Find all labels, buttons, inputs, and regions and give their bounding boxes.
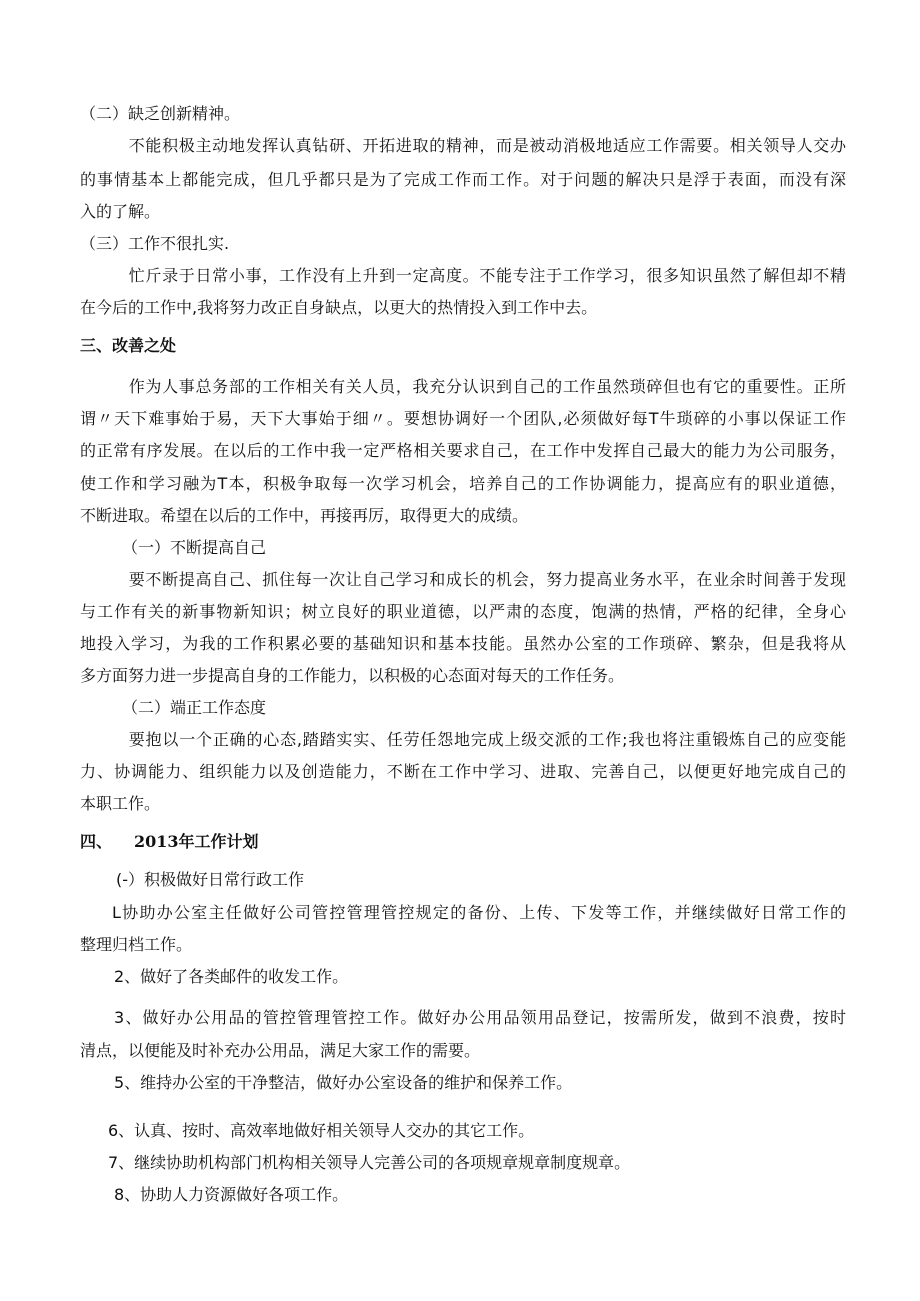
plan-item: 5、维持办公室的干净整洁，做好办公室设备的维护和保养工作。 <box>114 1073 573 1092</box>
section-title-plan: 2013年工作计划 <box>134 832 259 851</box>
paragraph-line: 使工作和学习融为Τ本，积极争取每一次学习机会，培养自己的工作协调能力，提高应有的职业道德， <box>80 474 846 493</box>
plan-item: L协助办公室主任做好公司管控管理管控规定的备份、上传、下发等工作，并继续做好日常工作的 <box>112 903 846 922</box>
plan-item: 3、做好办公用品的管控管理管控工作。做好办公用品领用品登记，按需所发，做到不浪费，按时 <box>114 1008 846 1027</box>
paragraph-line: 忙斤录于日常小事，工作没有上升到一定高度。不能专注于工作学习，很多知识虽然了解但却不精 <box>128 266 846 285</box>
paragraph-line: 与工作有关的新事物新知识；树立良好的职业道德，以严肃的态度，饱满的热情，严格的纪律，全身心 <box>80 602 846 621</box>
paragraph-line: 本职工作。 <box>80 794 161 813</box>
paragraph-line: 的正常有序发展。在以后的工作中我一定严格相关要求自己，在工作中发挥自己最大的能力为公司服务， <box>80 441 846 460</box>
paragraph-line: 作为人事总务部的工作相关有关人员，我充分认识到自己的工作虽然琐碎但也有它的重要性。正所 <box>128 377 846 396</box>
plan-item: 6、认真、按时、高效率地做好相关领导人交办的其它工作。 <box>108 1121 535 1140</box>
subheading-attitude: （二）端正工作态度 <box>122 698 267 717</box>
paragraph-line: 入的了解。 <box>80 202 161 221</box>
paragraph-line: 要抱以一个正确的心态,踏踏实实、任劳任怨地完成上级交派的工作;我也将注重锻炼自己的应变能 <box>128 730 846 749</box>
paragraph-line: 谓〃天下难事始于易，天下大事始于细〃。要想协调好一个团队,必须做好每Τ牛琐碎的小事以保证工作 <box>80 409 846 428</box>
paragraph-line: 地投入学习，为我的工作积累必要的基础知识和基本技能。虽然办公室的工作琐碎、繁杂，但是我将从 <box>80 634 846 653</box>
plan-item: 8、协助人力资源做好各项工作。 <box>114 1185 349 1204</box>
section-number-plan: 四、 <box>80 832 113 851</box>
section-title-improvement: 三、改善之处 <box>80 336 177 355</box>
paragraph-line: 要不断提高自己、抓住每一次让自己学习和成长的机会，努力提高业务水平，在业余时间善于发现 <box>128 570 846 589</box>
paragraph-line: 的事情基本上都能完成，但几乎都只是为了完成工作而工作。对于问题的解决只是浮于表面，而没有深 <box>80 170 846 189</box>
subheading-improve-self: （一）不断提高自己 <box>122 538 267 557</box>
plan-item: 整理归档工作。 <box>80 935 193 954</box>
heading-lack-innovation: （二）缺乏创新精神。 <box>80 104 241 123</box>
paragraph-line: 不能积极主动地发挥认真钻研、开拓进取的精神，而是被动消极地适应工作需要。相关领导人交办 <box>128 136 846 155</box>
plan-item: 2、做好了各类邮件的收发工作。 <box>114 967 349 986</box>
subheading-daily-admin: (-）积极做好日常行政工作 <box>116 870 305 889</box>
paragraph-line: 力、协调能力、组织能力以及创造能力，不断在工作中学习、进取、完善自己，以便更好地完成自己的 <box>80 762 846 781</box>
paragraph-line: 不断进取。希望在以后的工作中，再接再厉，取得更大的成绩。 <box>80 506 529 525</box>
paragraph-line: 在今后的工作中,我将努力改正自身缺点，以更大的热情投入到工作中去。 <box>80 298 598 317</box>
paragraph-line: 多方面努力进一步提高自身的工作能力，以积极的心态面对每天的工作任务。 <box>80 666 625 685</box>
plan-item: 清点，以便能及时补充办公用品，满足大家工作的需要。 <box>80 1041 481 1060</box>
heading-not-solid: （三）工作不很扎实. <box>80 234 230 253</box>
plan-item: 7、继续协助机构部门机构相关领导人完善公司的各项规章规章制度规章。 <box>108 1153 631 1172</box>
